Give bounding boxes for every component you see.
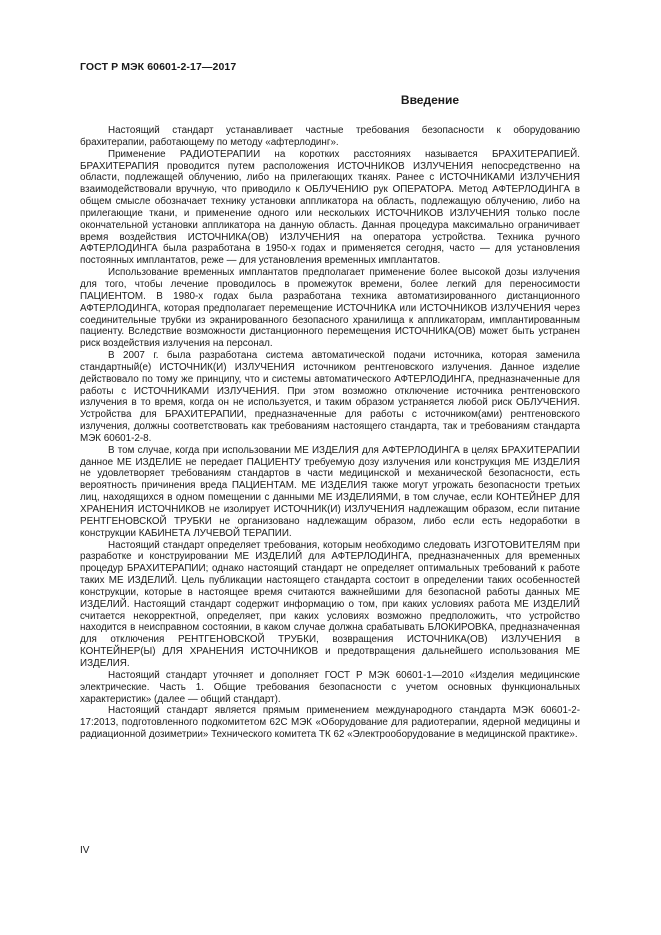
- paragraph: Использование временных имплантатов предполагает применение более высокой дозы излучения для того, чтобы лечение проводилось в промежуток времени, более легкий для переносимости ПАЦИЕНТОМ. В 1980-х годах была разработана техника автоматизированного дистанционного АФТЕРЛОДИНГА, которая предполагает перемещение ИСТОЧНИКА или ИСТОЧНИКОВ ИЗЛУЧЕНИЯ через соединительные трубки из экранированного безопасного хранилища к аппликаторам, имплантированным пациенту. Вследствие возможности дистанционного перемещения ИСТОЧНИКА(ОВ) может быть устранен риск воздействия излучения на персонал.: [80, 267, 580, 350]
- paragraph: Настоящий стандарт является прямым применением международного стандарта МЭК 60601-2-17:2013, подготовленного подкомитетом 62С МЭК «Оборудование для радиотерапии, ядерной медицины и радиационной дозиметрии» Технического комитета ТК 62 «Электрооборудование в медицинской практике».: [80, 705, 580, 741]
- paragraph: Настоящий стандарт устанавливает частные требования безопасности к оборудованию брахитерапии, работающему по методу «афтерлодинг».: [80, 125, 580, 148]
- paragraph: В том случае, когда при использовании МЕ ИЗДЕЛИЯ для АФТЕРЛОДИНГА в целях БРАХИТЕРАПИИ данное МЕ ИЗДЕЛИЕ не передает ПАЦИЕНТУ требуемую дозу излучения или конструкция МЕ ИЗДЕЛИЯ не удовлетворяет требованиям стандартов в части медицинской и механической безопасности, есть вероятность причинения вреда ПАЦИЕНТАМ. МЕ ИЗДЕЛИЯ также могут угрожать безопасности третьих лиц, находящихся в одном помещении с данными МЕ ИЗДЕЛИЯМИ, в том случае, если КОНТЕЙНЕР ДЛЯ ХРАНЕНИЯ ИСТОЧНИКОВ не изолирует ИСТОЧНИК(И) ИЗЛУЧЕНИЯ надлежащим образом, если питание РЕНТГЕНОВСКОЙ ТРУБКИ не организовано надлежащим образом, либо если есть недоработки в конструкции КАБИНЕТА ЛУЧЕВОЙ ТЕРАПИИ.: [80, 444, 580, 539]
- paragraph: В 2007 г. была разработана система автоматической подачи источника, которая заменила стандартный(е) ИСТОЧНИК(И) ИЗЛУЧЕНИЯ источником рентгеновского излучения. Данное изделие действовало по тому же принципу, что и системы автоматического АФТЕРЛОДИНГА, предназначенные для работы с ИСТОЧНИКАМИ ИЗЛУЧЕНИЯ. При этом возможно отключение источника рентгеновского излучения в то время, когда он не используется, и таким образом устраняется любой риск ОБЛУЧЕНИЯ. Устройства для БРАХИТЕРАПИИ, предназначенные для работы с источником(ами) рентгеновского излучения, должны соответствовать как требованиям настоящего стандарта, так и требованиям стандарта МЭК 60601-2-8.: [80, 350, 580, 444]
- body-text: [80, 125, 580, 741]
- page-number: IV: [80, 845, 90, 856]
- document-header: ГОСТ Р МЭК 60601-2-17—2017: [80, 61, 237, 73]
- section-title: [80, 93, 580, 107]
- paragraph: Настоящий стандарт уточняет и дополняет ГОСТ Р МЭК 60601-1—2010 «Изделия медицинские электрические. Часть 1. Общие требования безопасности с учетом основных функциональных характеристик» (далее — общий стандарт).: [80, 669, 580, 705]
- paragraph: Применение РАДИОТЕРАПИИ на коротких расстояниях называется БРАХИТЕРАПИЕЙ. БРАХИТЕРАПИЯ проводится путем расположения ИСТОЧНИКОВ ИЗЛУЧЕНИЯ непосредственно на области, подлежащей облучению, либо на прилегающих тканях. Ранее с ИСТОЧНИКАМИ ИЗЛУЧЕНИЯ взаимодействовали вручную, что приводило к ОБЛУЧЕНИЮ рук ОПЕРАТОРА. Метод АФТЕРЛОДИНГА в общем смысле обозначает технику установки аппликатора на область, подлежащую облучению, либо на прилегающие ткани, и применение одного или нескольких ИСТОЧНИКОВ ИЗЛУЧЕНИЯ только после окончательной установки аппликатора на данную область. Данная процедура максимально ограничивает время воздействия ИСТОЧНИКА(ОВ) ИЗЛУЧЕНИЯ на оператора устройства. Техника ручного АФТЕРЛОДИНГА была разработана в 1950-х годах и применяется сегодня, часто — для установления постоянных имплантатов, реже — для установления временных имплантатов.: [80, 148, 580, 267]
- section-title-text: Введение: [400, 93, 460, 107]
- paragraph: Настоящий стандарт определяет требования, которым необходимо следовать ИЗГОТОВИТЕЛЯМ при разработке и конструировании МЕ ИЗДЕЛИЙ для АФТЕРЛОДИНГА, предназначенных для временных процедур БРАХИТЕРАПИИ; однако настоящий стандарт не определяет оптимальных требований к работе таких МЕ ИЗДЕЛИЙ. Цель публикации настоящего стандарта состоит в определении таких особенностей конструкции, которые в настоящее время считаются важнейшими для безопасной работы данных МЕ ИЗДЕЛИЙ. Настоящий стандарт содержит информацию о том, при каких условиях работа МЕ ИЗДЕЛИЙ считается некорректной, определяет, при каких условиях возможно предположить, что устройство находится в неисправном состоянии, в каком случае должна срабатывать БЛОКИРОВКА, предназначенная для отключения РЕНТГЕНОВСКОЙ ТРУБКИ, возвращения ИСТОЧНИКА(ОВ) ИЗЛУЧЕНИЯ в КОНТЕЙНЕР(Ы) ДЛЯ ХРАНЕНИЯ ИСТОЧНИКОВ и предотвращения дальнейшего использования МЕ ИЗДЕЛИЯ.: [80, 539, 580, 669]
